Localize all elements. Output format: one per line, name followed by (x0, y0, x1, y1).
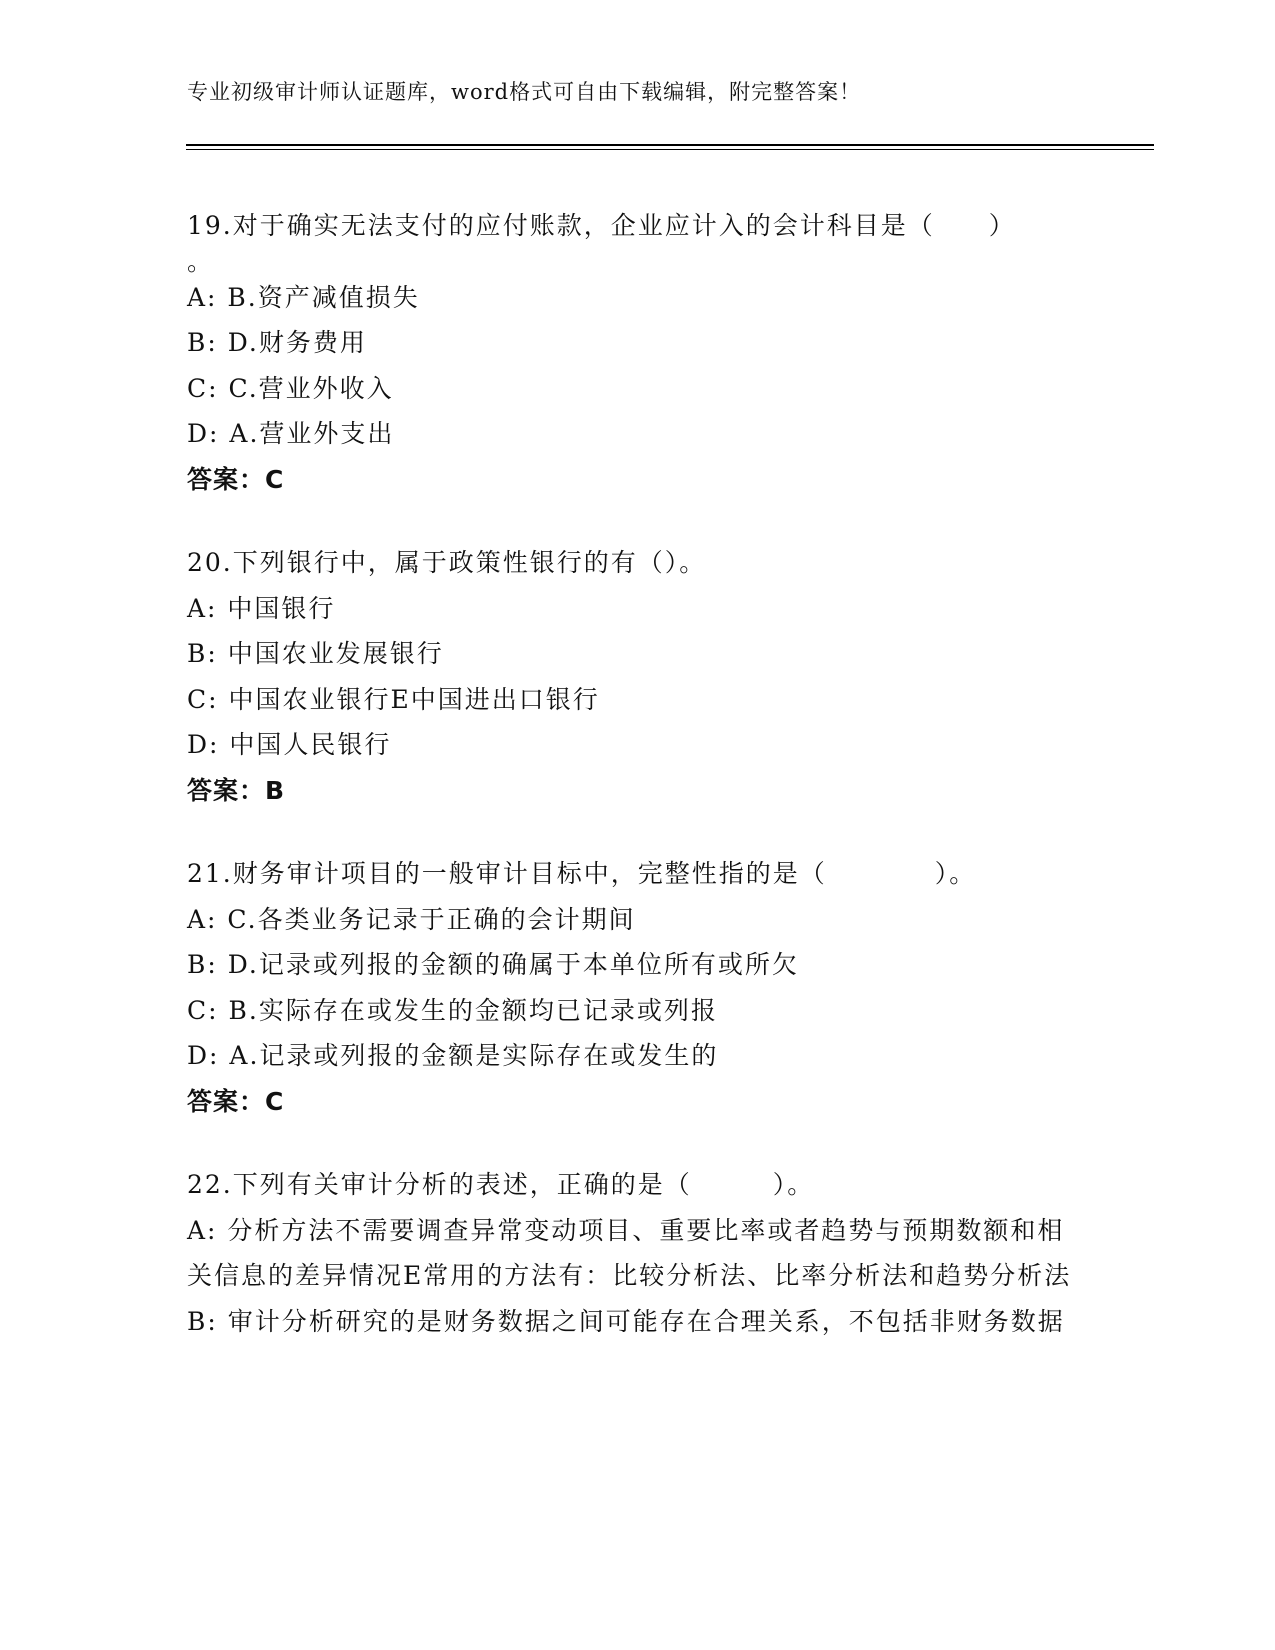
answer: 答案：C (187, 1086, 285, 1116)
option-a: A: 分析方法不需要调查异常变动项目、重要比率或者趋势与预期数额和相关信息的差异情况E常用的方法有：比较分析法、比率分析法和趋势分析法 (187, 1215, 1072, 1290)
option-c: C: B.实际存在或发生的金额均已记录或列报 (187, 995, 718, 1025)
question-stem: 19.对于确实无法支付的应付账款，企业应计入的会计科目是（ ） (187, 211, 1016, 240)
question-22 (187, 1162, 1087, 1344)
answer: 答案：C (187, 464, 285, 494)
question-19 (187, 203, 1087, 502)
header-rule-thin (186, 149, 1154, 150)
option-a: A: 中国银行 (187, 593, 336, 623)
option-b: B: D.财务费用 (187, 328, 367, 357)
option-c: C: 中国农业银行E中国进出口银行 (187, 684, 600, 714)
header-rule (186, 144, 1154, 146)
option-d: D: A.营业外支出 (187, 419, 395, 448)
option-b: B: 中国农业发展银行 (187, 639, 444, 668)
option-b: B: D.记录或列报的金额的确属于本单位所有或所欠 (187, 950, 799, 979)
question-stem: 22.下列有关审计分析的表述，正确的是（ ）。 (187, 1170, 815, 1199)
question-21 (187, 851, 1087, 1124)
question-20 (187, 540, 1087, 813)
question-list (187, 203, 1087, 1382)
question-stem: 20.下列银行中，属于政策性银行的有（）。 (187, 548, 707, 577)
page-header: 专业初级审计师认证题库，word格式可自由下载编辑，附完整答案！ (187, 80, 862, 104)
question-stem-tail: 。 (187, 246, 213, 276)
option-a: A: B.资产减值损失 (187, 282, 420, 312)
answer: 答案：B (187, 775, 286, 805)
option-a: A: C.各类业务记录于正确的会计期间 (187, 904, 636, 934)
option-d: D: 中国人民银行 (187, 730, 392, 759)
option-b: B: 审计分析研究的是财务数据之间可能存在合理关系，不包括非财务数据 (187, 1306, 1065, 1336)
question-stem: 21.财务审计项目的一般审计目标中，完整性指的是（ ）。 (187, 859, 977, 888)
option-c: C: C.营业外收入 (187, 373, 394, 403)
option-d: D: A.记录或列报的金额是实际存在或发生的 (187, 1041, 719, 1070)
